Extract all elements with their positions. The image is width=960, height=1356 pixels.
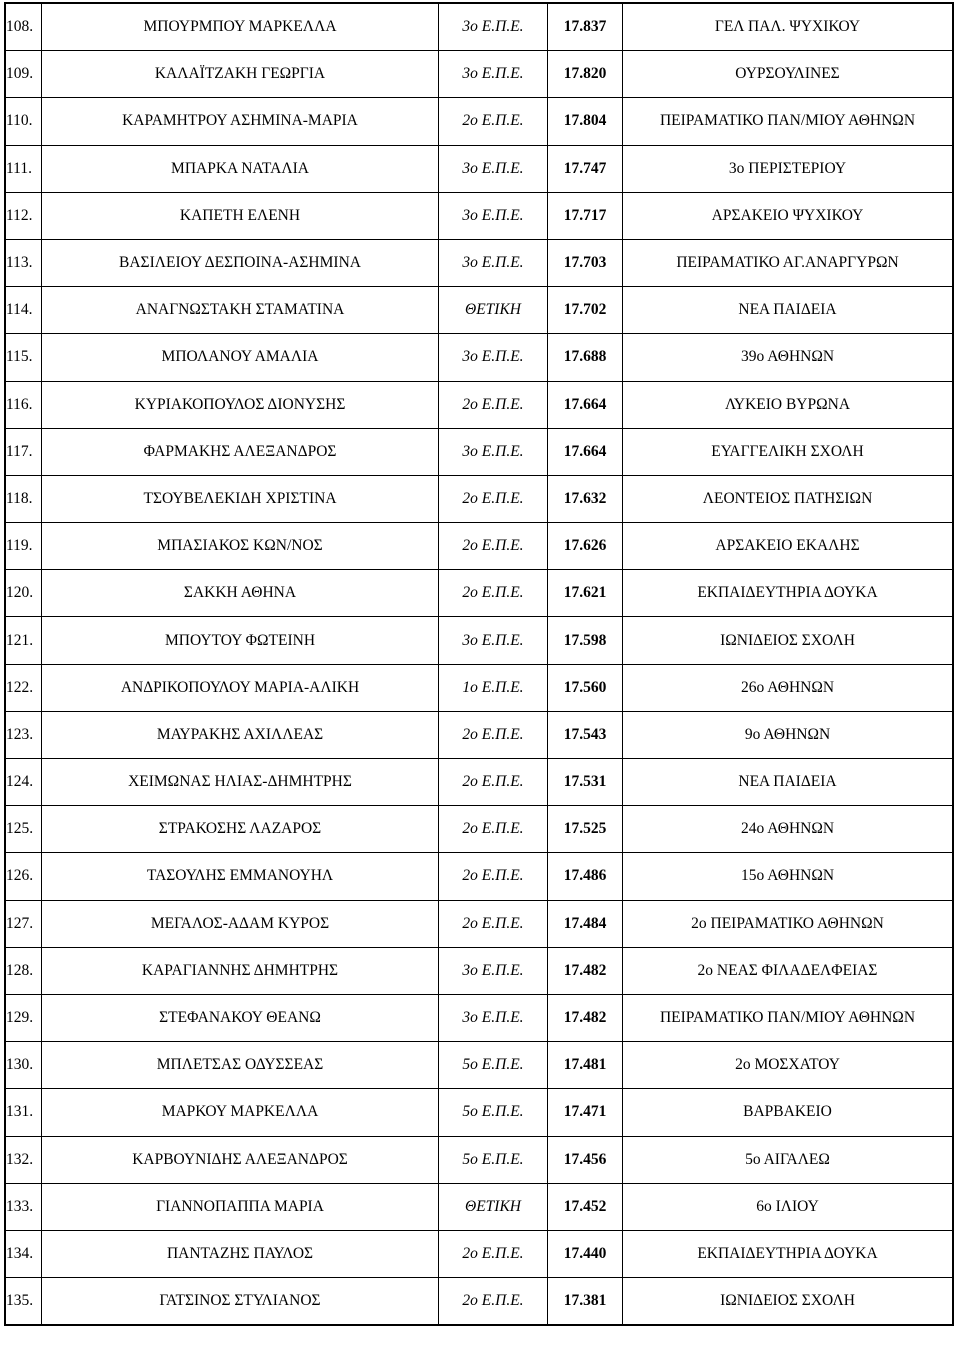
score-cell: 17.621 xyxy=(548,570,623,617)
table-row xyxy=(5,381,953,428)
score-cell: 17.664 xyxy=(548,428,623,475)
score-cell: 17.560 xyxy=(548,664,623,711)
school-cell: ΠΕΙΡΑΜΑΤΙΚΟ ΠΑΝ/ΜΙΟΥ ΑΘΗΝΩΝ xyxy=(623,994,954,1041)
student-name-cell: ΧΕΙΜΩΝΑΣ ΗΛΙΑΣ-ΔΗΜΗΤΡΗΣ xyxy=(42,759,439,806)
school-cell: 15ο ΑΘΗΝΩΝ xyxy=(623,853,954,900)
table-row xyxy=(5,3,953,51)
score-cell: 17.481 xyxy=(548,1042,623,1089)
school-cell: 3ο ΠΕΡΙΣΤΕΡΙΟΥ xyxy=(623,145,954,192)
rank-cell: 131. xyxy=(5,1089,42,1136)
score-cell: 17.747 xyxy=(548,145,623,192)
district-cell: 2ο Ε.Π.Ε. xyxy=(439,1230,548,1277)
student-name-cell: ΑΝΑΓΝΩΣΤΑΚΗ ΣΤΑΜΑΤΙΝΑ xyxy=(42,287,439,334)
rank-cell: 124. xyxy=(5,759,42,806)
rank-cell: 129. xyxy=(5,994,42,1041)
score-cell: 17.484 xyxy=(548,900,623,947)
rank-cell: 111. xyxy=(5,145,42,192)
district-cell: 3ο Ε.Π.Ε. xyxy=(439,145,548,192)
score-cell: 17.482 xyxy=(548,947,623,994)
district-cell: 2ο Ε.Π.Ε. xyxy=(439,759,548,806)
student-name-cell: ΤΣΟΥΒΕΛΕΚΙΔΗ ΧΡΙΣΤΙΝΑ xyxy=(42,475,439,522)
table-row xyxy=(5,1136,953,1183)
results-table xyxy=(4,2,954,1326)
district-cell: 3ο Ε.Π.Ε. xyxy=(439,51,548,98)
rank-cell: 120. xyxy=(5,570,42,617)
school-cell: ΙΩΝΙΔΕΙΟΣ ΣΧΟΛΗ xyxy=(623,617,954,664)
district-cell: 5ο Ε.Π.Ε. xyxy=(439,1136,548,1183)
table-row xyxy=(5,239,953,286)
district-cell: 2ο Ε.Π.Ε. xyxy=(439,381,548,428)
district-cell: 1ο Ε.Π.Ε. xyxy=(439,664,548,711)
student-name-cell: ΣΑΚΚΗ ΑΘΗΝΑ xyxy=(42,570,439,617)
district-cell: ΘΕΤΙΚΗ xyxy=(439,1183,548,1230)
rank-cell: 113. xyxy=(5,239,42,286)
school-cell: ΑΡΣΑΚΕΙΟ ΨΥΧΙΚΟΥ xyxy=(623,192,954,239)
school-cell: ΒΑΡΒΑΚΕΙΟ xyxy=(623,1089,954,1136)
table-row xyxy=(5,145,953,192)
score-cell: 17.456 xyxy=(548,1136,623,1183)
district-cell: 3ο Ε.Π.Ε. xyxy=(439,617,548,664)
school-cell: ΛΥΚΕΙΟ ΒΥΡΩΝΑ xyxy=(623,381,954,428)
rank-cell: 108. xyxy=(5,3,42,51)
table-row xyxy=(5,1089,953,1136)
student-name-cell: ΑΝΔΡΙΚΟΠΟΥΛΟΥ ΜΑΡΙΑ-ΑΛΙΚΗ xyxy=(42,664,439,711)
school-cell: ΕΚΠΑΙΔΕΥΤΗΡΙΑ ΔΟΥΚΑ xyxy=(623,570,954,617)
table-row xyxy=(5,287,953,334)
school-cell: ΠΕΙΡΑΜΑΤΙΚΟ ΑΓ.ΑΝΑΡΓΥΡΩΝ xyxy=(623,239,954,286)
student-name-cell: ΜΠΑΣΙΑΚΟΣ ΚΩΝ/ΝΟΣ xyxy=(42,523,439,570)
student-name-cell: ΜΠΟΛΑΝΟΥ ΑΜΑΛΙΑ xyxy=(42,334,439,381)
table-row xyxy=(5,523,953,570)
rank-cell: 116. xyxy=(5,381,42,428)
district-cell: 5ο Ε.Π.Ε. xyxy=(439,1089,548,1136)
district-cell: 3ο Ε.Π.Ε. xyxy=(439,994,548,1041)
rank-cell: 130. xyxy=(5,1042,42,1089)
rank-cell: 121. xyxy=(5,617,42,664)
school-cell: ΝΕΑ ΠΑΙΔΕΙΑ xyxy=(623,759,954,806)
score-cell: 17.820 xyxy=(548,51,623,98)
score-cell: 17.717 xyxy=(548,192,623,239)
rank-cell: 123. xyxy=(5,711,42,758)
score-cell: 17.837 xyxy=(548,3,623,51)
table-row xyxy=(5,192,953,239)
student-name-cell: ΚΑΡΑΓΙΑΝΝΗΣ ΔΗΜΗΤΡΗΣ xyxy=(42,947,439,994)
student-name-cell: ΠΑΝΤΑΖΗΣ ΠΑΥΛΟΣ xyxy=(42,1230,439,1277)
district-cell: 2ο Ε.Π.Ε. xyxy=(439,711,548,758)
table-row xyxy=(5,947,953,994)
table-row xyxy=(5,759,953,806)
rank-cell: 128. xyxy=(5,947,42,994)
district-cell: 2ο Ε.Π.Ε. xyxy=(439,98,548,145)
table-row xyxy=(5,617,953,664)
rank-cell: 133. xyxy=(5,1183,42,1230)
rank-cell: 119. xyxy=(5,523,42,570)
score-cell: 17.688 xyxy=(548,334,623,381)
school-cell: ΛΕΟΝΤΕΙΟΣ ΠΑΤΗΣΙΩΝ xyxy=(623,475,954,522)
student-name-cell: ΚΥΡΙΑΚΟΠΟΥΛΟΣ ΔΙΟΝΥΣΗΣ xyxy=(42,381,439,428)
district-cell: 2ο Ε.Π.Ε. xyxy=(439,570,548,617)
score-cell: 17.486 xyxy=(548,853,623,900)
district-cell: 2ο Ε.Π.Ε. xyxy=(439,900,548,947)
score-cell: 17.598 xyxy=(548,617,623,664)
rank-cell: 109. xyxy=(5,51,42,98)
district-cell: ΘΕΤΙΚΗ xyxy=(439,287,548,334)
student-name-cell: ΓΙΑΝΝΟΠΑΠΠΑ ΜΑΡΙΑ xyxy=(42,1183,439,1230)
school-cell: ΝΕΑ ΠΑΙΔΕΙΑ xyxy=(623,287,954,334)
student-name-cell: ΦΑΡΜΑΚΗΣ ΑΛΕΞΑΝΔΡΟΣ xyxy=(42,428,439,475)
student-name-cell: ΜΕΓΑΛΟΣ-ΑΔΑΜ ΚΥΡΟΣ xyxy=(42,900,439,947)
student-name-cell: ΜΠΟΥΤΟΥ ΦΩΤΕΙΝΗ xyxy=(42,617,439,664)
rank-cell: 114. xyxy=(5,287,42,334)
table-row xyxy=(5,428,953,475)
score-cell: 17.632 xyxy=(548,475,623,522)
student-name-cell: ΣΤΡΑΚΟΣΗΣ ΛΑΖΑΡΟΣ xyxy=(42,806,439,853)
school-cell: ΕΥΑΓΓΕΛΙΚΗ ΣΧΟΛΗ xyxy=(623,428,954,475)
school-cell: ΑΡΣΑΚΕΙΟ ΕΚΑΛΗΣ xyxy=(623,523,954,570)
table-row xyxy=(5,51,953,98)
school-cell: 24ο ΑΘΗΝΩΝ xyxy=(623,806,954,853)
district-cell: 3ο Ε.Π.Ε. xyxy=(439,428,548,475)
district-cell: 3ο Ε.Π.Ε. xyxy=(439,947,548,994)
student-name-cell: ΜΠΑΡΚΑ ΝΑΤΑΛΙΑ xyxy=(42,145,439,192)
school-cell: 2ο ΜΟΣΧΑΤΟΥ xyxy=(623,1042,954,1089)
student-name-cell: ΒΑΣΙΛΕΙΟΥ ΔΕΣΠΟΙΝΑ-ΑΣΗΜΙΝΑ xyxy=(42,239,439,286)
district-cell: 3ο Ε.Π.Ε. xyxy=(439,192,548,239)
score-cell: 17.804 xyxy=(548,98,623,145)
score-cell: 17.471 xyxy=(548,1089,623,1136)
table-row xyxy=(5,98,953,145)
district-cell: 2ο Ε.Π.Ε. xyxy=(439,1278,548,1326)
table-row xyxy=(5,1183,953,1230)
score-cell: 17.525 xyxy=(548,806,623,853)
school-cell: 2ο ΠΕΙΡΑΜΑΤΙΚΟ ΑΘΗΝΩΝ xyxy=(623,900,954,947)
rank-cell: 134. xyxy=(5,1230,42,1277)
score-cell: 17.664 xyxy=(548,381,623,428)
score-cell: 17.702 xyxy=(548,287,623,334)
table-row xyxy=(5,475,953,522)
district-cell: 2ο Ε.Π.Ε. xyxy=(439,806,548,853)
student-name-cell: ΚΑΛΑΪΤΖΑΚΗ ΓΕΩΡΓΙΑ xyxy=(42,51,439,98)
school-cell: ΓΕΛ ΠΑΛ. ΨΥΧΙΚΟΥ xyxy=(623,3,954,51)
school-cell: 5ο ΑΙΓΑΛΕΩ xyxy=(623,1136,954,1183)
rank-cell: 112. xyxy=(5,192,42,239)
score-cell: 17.543 xyxy=(548,711,623,758)
table-row xyxy=(5,664,953,711)
school-cell: ΙΩΝΙΔΕΙΟΣ ΣΧΟΛΗ xyxy=(623,1278,954,1326)
student-name-cell: ΣΤΕΦΑΝΑΚΟΥ ΘΕΑΝΩ xyxy=(42,994,439,1041)
rank-cell: 126. xyxy=(5,853,42,900)
score-cell: 17.452 xyxy=(548,1183,623,1230)
school-cell: 39ο ΑΘΗΝΩΝ xyxy=(623,334,954,381)
district-cell: 3ο Ε.Π.Ε. xyxy=(439,334,548,381)
table-row xyxy=(5,570,953,617)
school-cell: ΟΥΡΣΟΥΛΙΝΕΣ xyxy=(623,51,954,98)
district-cell: 5ο Ε.Π.Ε. xyxy=(439,1042,548,1089)
score-cell: 17.703 xyxy=(548,239,623,286)
student-name-cell: ΚΑΡΑΜΗΤΡΟΥ ΑΣΗΜΙΝΑ-ΜΑΡΙΑ xyxy=(42,98,439,145)
school-cell: 9ο ΑΘΗΝΩΝ xyxy=(623,711,954,758)
table-row xyxy=(5,853,953,900)
student-name-cell: ΜΠΛΕΤΣΑΣ ΟΔΥΣΣΕΑΣ xyxy=(42,1042,439,1089)
table-row xyxy=(5,806,953,853)
district-cell: 2ο Ε.Π.Ε. xyxy=(439,853,548,900)
rank-cell: 127. xyxy=(5,900,42,947)
results-table-body xyxy=(5,3,953,1325)
table-row xyxy=(5,711,953,758)
rank-cell: 118. xyxy=(5,475,42,522)
student-name-cell: ΓΑΤΣΙΝΟΣ ΣΤΥΛΙΑΝΟΣ xyxy=(42,1278,439,1326)
rank-cell: 110. xyxy=(5,98,42,145)
student-name-cell: ΚΑΡΒΟΥΝΙΔΗΣ ΑΛΕΞΑΝΔΡΟΣ xyxy=(42,1136,439,1183)
school-cell: 2ο ΝΕΑΣ ΦΙΛΑΔΕΛΦΕΙΑΣ xyxy=(623,947,954,994)
district-cell: 2ο Ε.Π.Ε. xyxy=(439,475,548,522)
score-cell: 17.482 xyxy=(548,994,623,1041)
rank-cell: 117. xyxy=(5,428,42,475)
table-row xyxy=(5,1278,953,1326)
table-row xyxy=(5,1230,953,1277)
rank-cell: 132. xyxy=(5,1136,42,1183)
table-row xyxy=(5,994,953,1041)
student-name-cell: ΜΠΟΥΡΜΠΟΥ ΜΑΡΚΕΛΛΑ xyxy=(42,3,439,51)
student-name-cell: ΜΑΥΡΑΚΗΣ ΑΧΙΛΛΕΑΣ xyxy=(42,711,439,758)
school-cell: ΠΕΙΡΑΜΑΤΙΚΟ ΠΑΝ/ΜΙΟΥ ΑΘΗΝΩΝ xyxy=(623,98,954,145)
student-name-cell: ΜΑΡΚΟΥ ΜΑΡΚΕΛΛΑ xyxy=(42,1089,439,1136)
table-row xyxy=(5,334,953,381)
district-cell: 2ο Ε.Π.Ε. xyxy=(439,523,548,570)
school-cell: 26ο ΑΘΗΝΩΝ xyxy=(623,664,954,711)
score-cell: 17.440 xyxy=(548,1230,623,1277)
rank-cell: 122. xyxy=(5,664,42,711)
district-cell: 3ο Ε.Π.Ε. xyxy=(439,239,548,286)
school-cell: ΕΚΠΑΙΔΕΥΤΗΡΙΑ ΔΟΥΚΑ xyxy=(623,1230,954,1277)
rank-cell: 125. xyxy=(5,806,42,853)
table-row xyxy=(5,900,953,947)
rank-cell: 115. xyxy=(5,334,42,381)
score-cell: 17.626 xyxy=(548,523,623,570)
score-cell: 17.381 xyxy=(548,1278,623,1326)
rank-cell: 135. xyxy=(5,1278,42,1326)
school-cell: 6ο ΙΛΙΟΥ xyxy=(623,1183,954,1230)
student-name-cell: ΤΑΣΟΥΛΗΣ ΕΜΜΑΝΟΥΗΛ xyxy=(42,853,439,900)
score-cell: 17.531 xyxy=(548,759,623,806)
student-name-cell: ΚΑΠΕΤΗ ΕΛΕΝΗ xyxy=(42,192,439,239)
district-cell: 3ο Ε.Π.Ε. xyxy=(439,3,548,51)
table-row xyxy=(5,1042,953,1089)
